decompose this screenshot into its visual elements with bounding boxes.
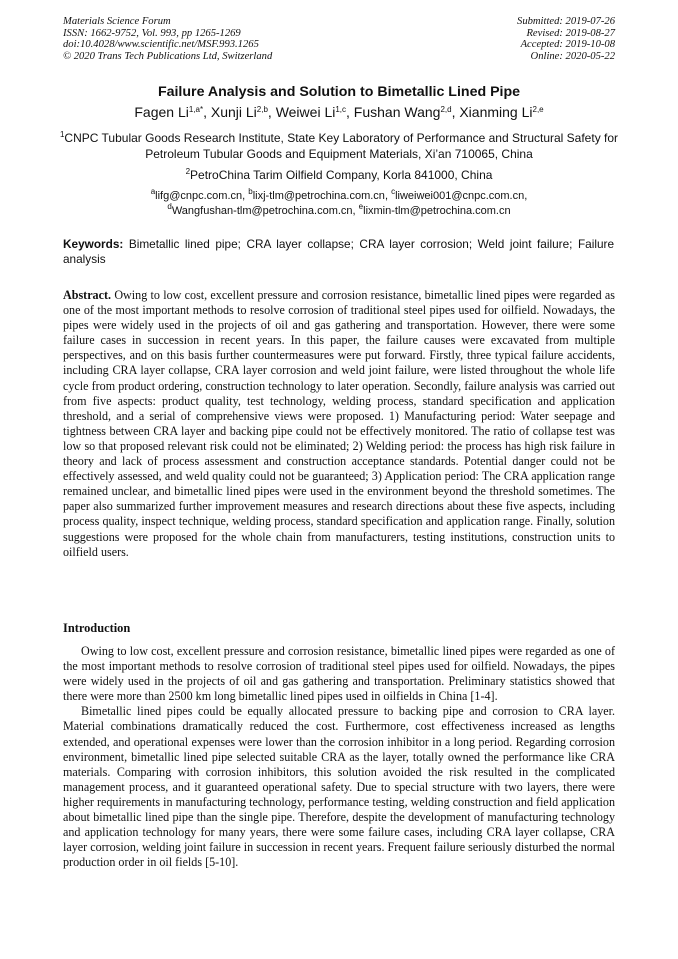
affiliation-sup: 1 (59, 130, 65, 139)
affiliation-text: CNPC Tubular Goods Research Institute, State Key Laboratory of Performance and Structural Safety for Petroleum Tubular Goods and Equipment Materials, Xi’an 710065, China (64, 131, 619, 161)
section-heading-introduction: Introduction (63, 621, 131, 635)
affiliation-text: PetroChina Tarim Oilfield Company, Korla 841000, China (190, 168, 493, 182)
submitted-date: Submitted: 2019-07-26 (517, 16, 615, 27)
email-link[interactable]: liweiwei001@cnpc.com.cn (395, 190, 525, 202)
author-affil-sup: 2,d (440, 105, 452, 114)
keywords-text: Bimetallic lined pipe; CRA layer collapse; CRA layer corrosion; Weld joint failure; Failure analysis (63, 237, 615, 266)
email-sup: c (391, 187, 396, 196)
page-header (63, 16, 615, 64)
author-name: Xunji Li (210, 104, 257, 120)
online-date: Online: 2020-05-22 (530, 50, 615, 62)
affiliation-2 (50, 167, 628, 183)
author-affil-sup: 1,a* (188, 105, 204, 114)
email-line-2: $^d$Wangfushan-tlm@petrochina.com.cn, $^e$lixmin-tlm@petrochina.com.cn (167, 201, 511, 217)
author-name: Fushan Wang (353, 104, 441, 120)
abstract-block (63, 288, 615, 560)
email-sup: a (150, 187, 156, 196)
email-list (50, 189, 628, 218)
keywords-block (63, 237, 614, 266)
introduction-paragraph: Owing to low cost, excellent pressure and corrosion resistance, bimetallic lined pipes were regarded as one of the most important methods to resolve corrosion of traditional steel pipes used for oilfield. Nowadays, the pipes were widely used in the projects of oil and gas gathering and transportation. Preliminary statistics showed that there were more than 2500 km long bimetallic lined pipes used in oilfields in China [1-4]. (63, 644, 615, 704)
author-affil-sup: 2,b (256, 105, 268, 114)
abstract-text: Owing to low cost, excellent pressure and corrosion resistance, bimetallic lined pipes were regarded as one of the most important methods to resolve corrosion of traditional steel pipes used for oilfield. Nowadays, the pipes were widely used in the projects of oil and gas gathering and transportation. However, there were some failure cases in succession in recent years. In this paper, the failure causes were excavated from multiple perspectives, and on this basis further countermeasures were put forward. Firstly, three typical failure accidents, including CRA layer collapse, CRA layer corrosion and weld joint failure, were listed throughout the whole life cycle from product ordering, construction technology to later operation. Secondly, failure analysis was carried out from five aspects: product quality, test technology, welding process, standard specification and application threshold, and a serial of comprehensive views were proposed. 1) Manufacturing period: Water seepage and tightness between CRA layer and backing pipe could not be effectively monitored. The ratio of collapse test was low so that proposed relevant risk could not be eliminated; 2) Welding period: the process has high risk failure in theory and lack of process assessment and construction acceptance standards. Potential danger could not be effectively assessed, and weld quality could not be guaranteed; 3) Application period: The CRA application range remained unclear, and bimetallic lined pipes were used in the environment beyond the threshold sometimes. The paper also summarized further improvement measures and research directions about these five aspects, including process quality, inspect technique, welding process, standard specification and application range. Finally, solution suggestions were proposed for the whole chain from manufacturers, testing institutions, construction units to oilfield users. (63, 288, 615, 559)
email-link[interactable]: lixj-tlm@petrochina.com.cn (252, 190, 385, 202)
author-affil-sup: 1,c (335, 105, 347, 114)
author-name: Fagen Li (134, 104, 189, 120)
email-sup: b (248, 187, 253, 196)
email-line-1: $^a$lifg@cnpc.com.cn, $^b$lixj-tlm@petrochina.com.cn, $^c$liweiwei001@cnpc.com.cn, (150, 187, 528, 202)
journal-name: Materials Science Forum (63, 16, 171, 27)
email-link[interactable]: Wangfushan-tlm@petrochina.com.cn (171, 204, 353, 217)
email-link[interactable]: lixmin-tlm@petrochina.com.cn (363, 204, 511, 217)
author-name: Weiwei Li (275, 104, 336, 120)
email-link[interactable]: lifg@cnpc.com.cn (155, 190, 243, 202)
copyright-line: © 2020 Trans Tech Publications Ltd, Switzerland (63, 50, 273, 62)
doi-line: doi:10.4028/www.scientific.net/MSF.993.1265 (63, 39, 259, 51)
accepted-date: Accepted: 2019-10-08 (520, 39, 615, 51)
author-list: Fagen $Li^{1,a*}$, Xunji Li$^{2,b}$, Weiwei Li$^{1,c}$, Fushan Wang$^{2,d}$, Xianming Li$^{2,e}$ (134, 104, 544, 120)
dates-info (517, 16, 615, 62)
revised-date: Revised: 2019-08-27 (526, 27, 615, 39)
journal-info (63, 16, 272, 62)
email-sup: d (167, 201, 172, 211)
affiliation-1 (50, 130, 628, 162)
issn-line: ISSN: 1662-9752, Vol. 993, pp 1265-1269 (63, 27, 241, 39)
abstract-label: Abstract. (63, 288, 112, 302)
author-name: Xianming Li (459, 104, 533, 120)
keywords-label: Keywords: (63, 237, 124, 251)
introduction-body (63, 644, 615, 870)
email-sup: e (358, 201, 364, 211)
introduction-paragraph: Bimetallic lined pipes could be equally allocated pressure to backing pipe and corrosion to CRA layer. Material combinations dramatically reduced the cost. Furthermore, cost effectiveness increased as lengths extended, and operational expenses were lower than the corrosion inhibitor in a long period. Regarding corrosion environment, bimetallic lined pipe selected suitable CRA as the layer, totally owned the performance like CRA materials. Comparing with corrosion inhibitors, this solution avoided the risk resulted in the complicated management process, and it guaranteed operational safety. Due to special structure with two layers, there were higher requirements in manufacturing technology, performance testing, welding construction and field application about bimetallic lined pipe than the single pipe. Therefore, despite the development of manufacturing technology and application technology for many years, there were some failure cases, including CRA layer collapse, CRA layer corrosion, welding joint failure in succession in recent years. Frequent failure seriously disturbed the normal production order in oil fields [5-10]. (63, 704, 615, 870)
paper-title: Failure Analysis and Solution to Bimetallic Lined Pipe (157, 84, 521, 100)
affiliation-sup: 2 (185, 167, 191, 176)
author-affil-sup: 2,e (532, 105, 544, 114)
